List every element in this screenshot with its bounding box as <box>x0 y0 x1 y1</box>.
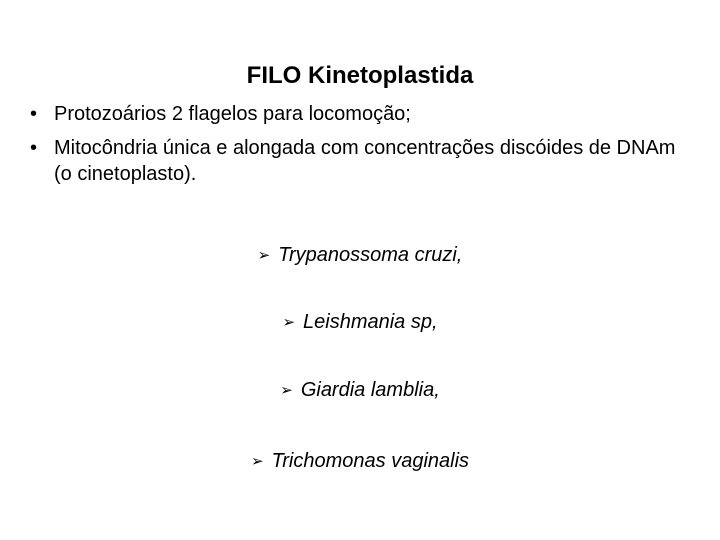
bullet-list <box>28 101 698 195</box>
bullet-text: Protozoários 2 flagelos para locomoção; <box>54 103 411 125</box>
bullet-item <box>28 101 698 127</box>
species-item <box>0 309 720 336</box>
species-item <box>0 242 720 269</box>
arrow-bullet-icon: ➢ <box>282 314 296 331</box>
bullet-item <box>28 135 698 187</box>
species-item <box>0 448 720 475</box>
species-name: Giardia lamblia, <box>300 379 440 401</box>
bullet-text: Mitocôndria única e alongada com concentrações discóides de DNAm (o cinetoplasto). <box>54 137 676 185</box>
slide-title: FILO Kinetoplastida <box>246 62 474 89</box>
species-name: Trypanossoma cruzi, <box>278 244 463 266</box>
species-item <box>0 377 720 404</box>
bullet-icon: • <box>30 103 38 125</box>
bullet-icon: • <box>30 137 38 159</box>
species-name: Leishmania sp, <box>303 311 438 333</box>
arrow-bullet-icon: ➢ <box>280 382 293 399</box>
species-name: Trichomonas vaginalis <box>271 450 470 472</box>
arrow-bullet-icon: ➢ <box>250 453 264 470</box>
arrow-bullet-icon: ➢ <box>257 247 271 264</box>
